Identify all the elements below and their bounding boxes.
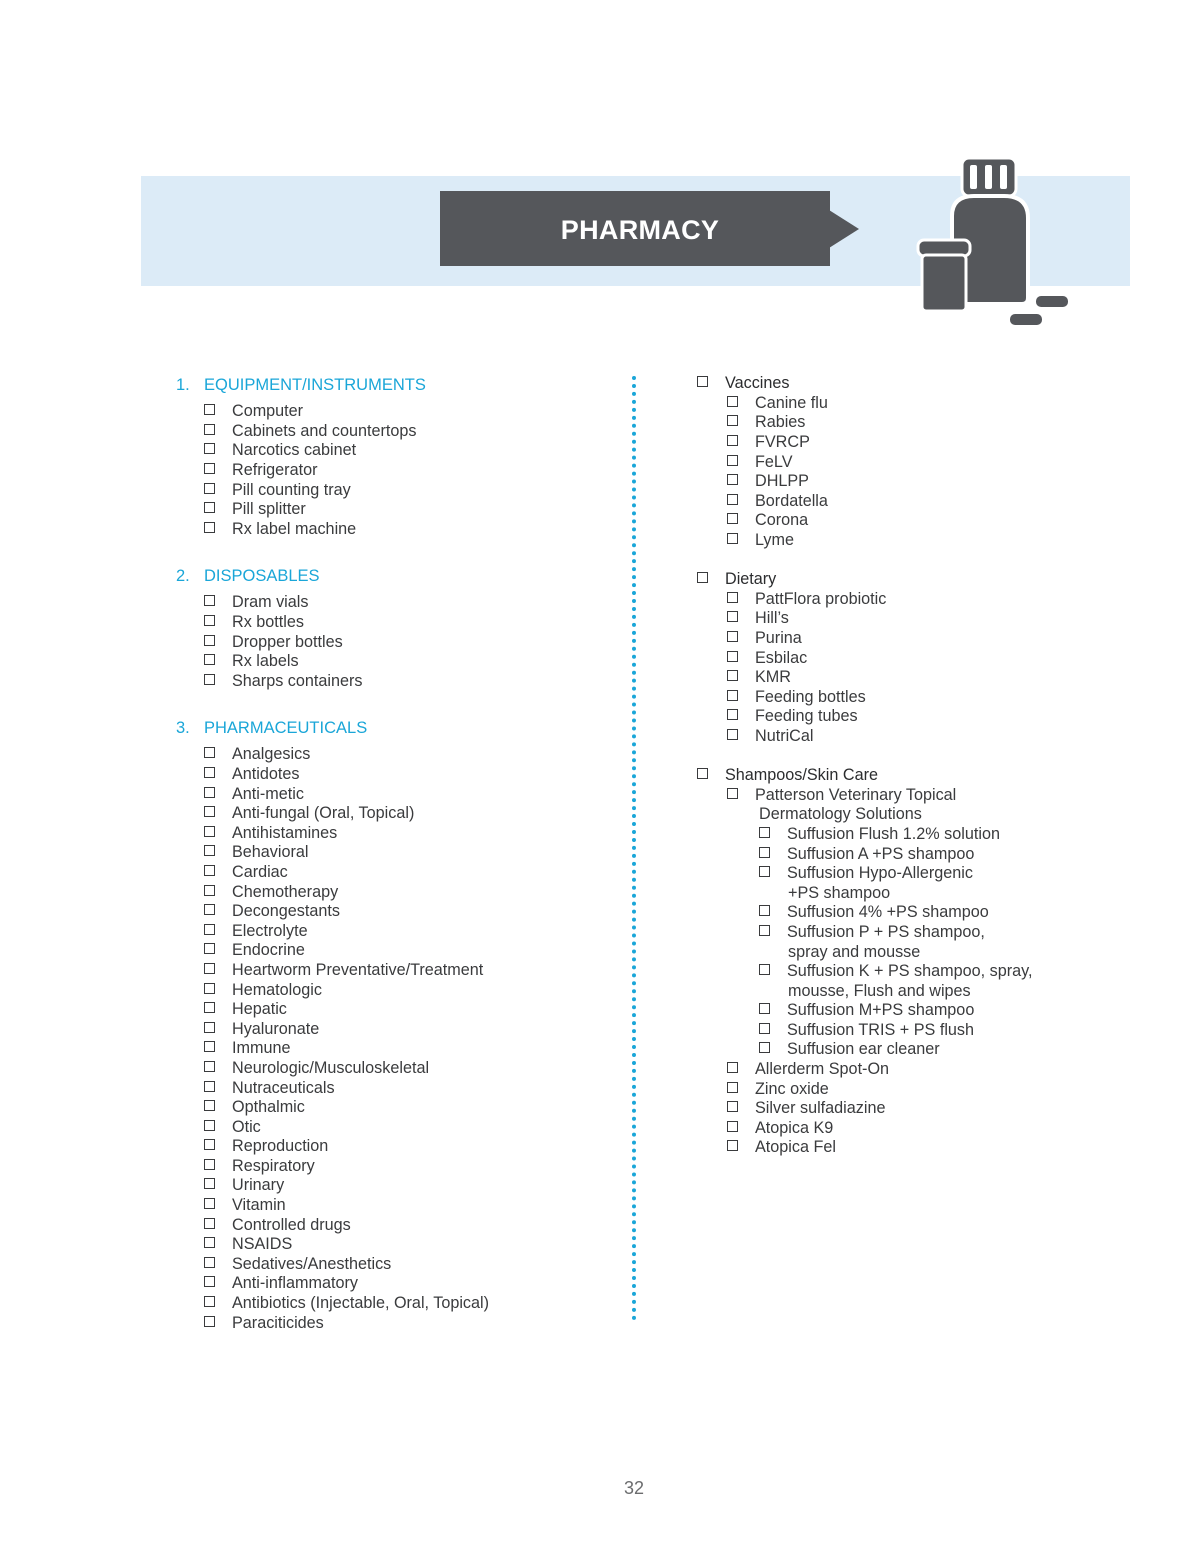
checkbox[interactable] bbox=[204, 654, 215, 665]
checklist-item bbox=[176, 784, 596, 804]
checklist-item bbox=[697, 413, 1127, 433]
item-label: Rabies bbox=[755, 413, 806, 432]
checkbox[interactable] bbox=[204, 1198, 215, 1209]
checkbox[interactable] bbox=[204, 1296, 215, 1307]
checkbox[interactable] bbox=[727, 435, 738, 446]
checkbox[interactable] bbox=[759, 866, 770, 877]
checklist-subitem bbox=[697, 923, 1127, 943]
item-label: NSAIDS bbox=[232, 1235, 293, 1254]
section-number: 3. bbox=[176, 718, 190, 737]
item-label: Suffusion TRIS + PS flush bbox=[787, 1020, 975, 1039]
checklist-item bbox=[176, 1157, 596, 1177]
checkbox[interactable] bbox=[204, 1100, 215, 1111]
item-label: Anti-inflammatory bbox=[232, 1274, 358, 1293]
item-label: Zinc oxide bbox=[755, 1079, 829, 1098]
item-label: Opthalmic bbox=[232, 1098, 305, 1117]
checklist-item bbox=[176, 824, 596, 844]
checklist-item bbox=[176, 863, 596, 883]
checkbox[interactable] bbox=[204, 404, 215, 415]
checkbox[interactable] bbox=[204, 767, 215, 778]
checkbox[interactable] bbox=[204, 1218, 215, 1229]
item-label-continued: +PS shampoo bbox=[788, 883, 891, 902]
item-label: Paraciticides bbox=[232, 1313, 324, 1332]
item-label: Allerderm Spot-On bbox=[755, 1060, 890, 1079]
item-label: Suffusion A +PS shampoo bbox=[787, 844, 975, 863]
checkbox[interactable] bbox=[204, 747, 215, 758]
checkbox[interactable] bbox=[727, 1082, 738, 1093]
checkbox[interactable] bbox=[204, 502, 215, 513]
checkbox[interactable] bbox=[727, 533, 738, 544]
checklist-item bbox=[697, 531, 1127, 551]
checklist-item bbox=[697, 668, 1127, 688]
checklist-item bbox=[176, 1255, 596, 1275]
checklist-subitem bbox=[697, 962, 1127, 982]
item-label: Silver sulfadiazine bbox=[755, 1099, 886, 1118]
item-label: Heartworm Preventative/Treatment bbox=[232, 960, 484, 979]
checklist-item bbox=[176, 961, 596, 981]
checklist-item bbox=[176, 1098, 596, 1118]
item-label: Chemotherapy bbox=[232, 882, 339, 901]
item-label: Purina bbox=[755, 629, 802, 648]
section-spacer bbox=[176, 539, 596, 565]
checkbox[interactable] bbox=[727, 396, 738, 407]
item-label: Hill’s bbox=[755, 609, 789, 628]
section-number: 2. bbox=[176, 566, 190, 585]
checklist-item bbox=[176, 882, 596, 902]
item-label: Analgesics bbox=[232, 745, 311, 764]
item-label: Decongestants bbox=[232, 902, 340, 921]
checklist-item bbox=[697, 609, 1127, 629]
item-label: Neurologic/Musculoskeletal bbox=[232, 1058, 430, 1077]
checklist-item bbox=[176, 632, 596, 652]
item-label: DHLPP bbox=[755, 472, 809, 491]
item-label: Endocrine bbox=[232, 941, 305, 960]
right-column bbox=[697, 374, 1127, 1158]
checkbox[interactable] bbox=[759, 1042, 770, 1053]
checklist-item bbox=[176, 593, 596, 613]
section-heading bbox=[176, 374, 596, 396]
item-label: Bordatella bbox=[755, 491, 828, 510]
checklist-item bbox=[176, 765, 596, 785]
checklist-subitem bbox=[697, 844, 1127, 864]
checkbox[interactable] bbox=[204, 1159, 215, 1170]
checkbox[interactable] bbox=[204, 904, 215, 915]
checkbox[interactable] bbox=[759, 964, 770, 975]
group-heading bbox=[697, 374, 1127, 394]
checklist-item bbox=[176, 941, 596, 961]
checklist-item bbox=[176, 921, 596, 941]
section-heading bbox=[176, 565, 596, 587]
checklist-item bbox=[697, 1119, 1127, 1139]
page-number: 32 bbox=[623, 1478, 645, 1498]
checklist-item bbox=[176, 1196, 596, 1216]
checkbox[interactable] bbox=[759, 905, 770, 916]
checkbox[interactable] bbox=[204, 443, 215, 454]
group-heading bbox=[697, 570, 1127, 590]
checkbox[interactable] bbox=[727, 1101, 738, 1112]
group-title: Dietary bbox=[725, 570, 777, 589]
checklist-item bbox=[697, 1060, 1127, 1080]
item-label: Feeding tubes bbox=[755, 707, 858, 726]
checkbox[interactable] bbox=[727, 455, 738, 466]
group-spacer bbox=[697, 550, 1127, 570]
checkbox[interactable] bbox=[204, 1041, 215, 1052]
checkbox[interactable] bbox=[204, 1257, 215, 1268]
item-label: Dropper bottles bbox=[232, 632, 343, 651]
checkbox[interactable] bbox=[727, 651, 738, 662]
checkbox[interactable] bbox=[204, 635, 215, 646]
checklist-item bbox=[697, 1099, 1127, 1119]
checklist-subitem bbox=[697, 1001, 1127, 1021]
checklist-subitem bbox=[697, 1021, 1127, 1041]
item-label: Respiratory bbox=[232, 1156, 315, 1175]
item-label: Behavioral bbox=[232, 843, 309, 862]
item-label: Hyaluronate bbox=[232, 1019, 320, 1038]
checkbox[interactable] bbox=[759, 847, 770, 858]
checklist-item bbox=[176, 1313, 596, 1333]
item-label: Lyme bbox=[755, 531, 794, 550]
checklist-item bbox=[176, 1176, 596, 1196]
checkbox[interactable] bbox=[727, 709, 738, 720]
group-heading bbox=[697, 766, 1127, 786]
checkbox[interactable] bbox=[204, 845, 215, 856]
checkbox[interactable] bbox=[204, 615, 215, 626]
checkbox[interactable] bbox=[204, 1061, 215, 1072]
item-label-continued: Dermatology Solutions bbox=[759, 805, 922, 824]
item-label-continued: spray and mousse bbox=[788, 942, 921, 961]
checklist-item bbox=[176, 1274, 596, 1294]
checkbox[interactable] bbox=[759, 827, 770, 838]
item-label: Suffusion ear cleaner bbox=[787, 1040, 940, 1059]
checkbox[interactable] bbox=[727, 1140, 738, 1151]
checklist-item bbox=[697, 433, 1127, 453]
checkbox[interactable] bbox=[727, 729, 738, 740]
checklist-item bbox=[697, 648, 1127, 668]
item-label: Antihistamines bbox=[232, 823, 338, 842]
checkbox[interactable] bbox=[727, 415, 738, 426]
item-label: Immune bbox=[232, 1039, 291, 1058]
item-label: Esbilac bbox=[755, 648, 808, 667]
checklist-item bbox=[697, 629, 1127, 649]
checklist-item bbox=[697, 785, 1127, 805]
item-label: Suffusion Hypo-Allergenic bbox=[787, 864, 973, 883]
page-title: PHARMACY bbox=[560, 215, 720, 245]
checkbox[interactable] bbox=[727, 1121, 738, 1132]
checkbox[interactable] bbox=[204, 943, 215, 954]
checkbox[interactable] bbox=[727, 670, 738, 681]
item-label: Anti-metic bbox=[232, 784, 304, 803]
item-label: NutriCal bbox=[755, 726, 814, 745]
item-label: Pill splitter bbox=[232, 500, 306, 519]
checkbox[interactable] bbox=[697, 572, 708, 583]
checklist-item bbox=[697, 688, 1127, 708]
group-spacer bbox=[697, 746, 1127, 766]
checkbox[interactable] bbox=[727, 631, 738, 642]
checkbox[interactable] bbox=[204, 1081, 215, 1092]
item-label: Cabinets and countertops bbox=[232, 421, 417, 440]
medicine-bottles-icon bbox=[912, 156, 1072, 328]
left-column bbox=[176, 374, 596, 1333]
checkbox[interactable] bbox=[204, 1139, 215, 1150]
checkbox[interactable] bbox=[204, 674, 215, 685]
item-label: Atopica Fel bbox=[755, 1138, 836, 1157]
checkbox[interactable] bbox=[204, 885, 215, 896]
section-title: PHARMACEUTICALS bbox=[204, 718, 368, 737]
checkbox[interactable] bbox=[204, 1178, 215, 1189]
checklist-item bbox=[697, 1079, 1127, 1099]
item-label: Suffusion P + PS shampoo, bbox=[787, 922, 985, 941]
checkbox[interactable] bbox=[727, 1062, 738, 1073]
item-label: KMR bbox=[755, 668, 791, 687]
checklist-item bbox=[697, 452, 1127, 472]
checklist-item bbox=[176, 745, 596, 765]
checklist-item bbox=[697, 727, 1127, 747]
item-label: Computer bbox=[232, 402, 304, 421]
item-label: Sharps containers bbox=[232, 671, 363, 690]
checkbox[interactable] bbox=[727, 788, 738, 799]
checklist-subitem bbox=[697, 825, 1127, 845]
checklist-item bbox=[176, 902, 596, 922]
item-label: Electrolyte bbox=[232, 921, 308, 940]
item-label: Dram vials bbox=[232, 593, 309, 612]
checklist-item bbox=[176, 1215, 596, 1235]
item-label: Canine flu bbox=[755, 393, 828, 412]
group-title: Shampoos/Skin Care bbox=[725, 766, 878, 785]
checklist-item bbox=[697, 707, 1127, 727]
item-label: Feeding bottles bbox=[755, 687, 866, 706]
item-label: Antidotes bbox=[232, 765, 300, 784]
checklist-item bbox=[176, 1235, 596, 1255]
checklist-subitem bbox=[697, 1040, 1127, 1060]
checklist-item bbox=[176, 402, 596, 422]
checkbox[interactable] bbox=[204, 963, 215, 974]
item-label: Sedatives/Anesthetics bbox=[232, 1254, 392, 1273]
item-label: Rx label machine bbox=[232, 519, 357, 538]
checklist-item bbox=[176, 461, 596, 481]
checklist-item bbox=[176, 672, 596, 692]
checklist-item bbox=[176, 1078, 596, 1098]
checkbox[interactable] bbox=[204, 463, 215, 474]
item-label: Suffusion M+PS shampoo bbox=[787, 1001, 975, 1020]
item-label: Anti-fungal (Oral, Topical) bbox=[232, 804, 415, 823]
checkbox[interactable] bbox=[727, 611, 738, 622]
checklist-item bbox=[176, 441, 596, 461]
checklist-item bbox=[176, 843, 596, 863]
item-label: Reproduction bbox=[232, 1137, 329, 1156]
item-label: PattFlora probiotic bbox=[755, 589, 887, 608]
checklist-subitem bbox=[697, 864, 1127, 884]
checkbox[interactable] bbox=[727, 690, 738, 701]
item-label: Hematologic bbox=[232, 980, 322, 999]
checkbox[interactable] bbox=[727, 474, 738, 485]
section-title: EQUIPMENT/INSTRUMENTS bbox=[204, 375, 426, 394]
checklist-item bbox=[697, 1138, 1127, 1158]
checkbox[interactable] bbox=[727, 513, 738, 524]
checkbox[interactable] bbox=[204, 595, 215, 606]
item-label: Nutraceuticals bbox=[232, 1078, 335, 1097]
item-label: Otic bbox=[232, 1117, 261, 1136]
checklist-item bbox=[697, 394, 1127, 414]
item-label: Corona bbox=[755, 511, 809, 530]
checkbox[interactable] bbox=[204, 1022, 215, 1033]
checklist-item bbox=[176, 422, 596, 442]
item-label: Patterson Veterinary Topical bbox=[755, 785, 957, 804]
checkbox[interactable] bbox=[204, 983, 215, 994]
checkbox[interactable] bbox=[727, 592, 738, 603]
checklist-item bbox=[697, 492, 1127, 512]
checkbox[interactable] bbox=[204, 1002, 215, 1013]
checklist-item bbox=[176, 652, 596, 672]
column-divider bbox=[632, 376, 636, 1321]
item-label: Hepatic bbox=[232, 1000, 287, 1019]
checkbox[interactable] bbox=[204, 826, 215, 837]
checkbox[interactable] bbox=[727, 494, 738, 505]
checklist-item bbox=[176, 520, 596, 540]
checkbox[interactable] bbox=[759, 1023, 770, 1034]
checkbox[interactable] bbox=[204, 522, 215, 533]
item-label: FeLV bbox=[755, 452, 793, 471]
checklist-item bbox=[176, 500, 596, 520]
section-spacer bbox=[176, 691, 596, 717]
checklist-item bbox=[176, 1294, 596, 1314]
checklist-item bbox=[176, 1000, 596, 1020]
checkbox[interactable] bbox=[204, 483, 215, 494]
checkbox[interactable] bbox=[759, 1003, 770, 1014]
item-label: FVRCP bbox=[755, 433, 810, 452]
item-label: Rx bottles bbox=[232, 613, 304, 632]
item-label: Antibiotics (Injectable, Oral, Topical) bbox=[232, 1294, 490, 1313]
item-label: Urinary bbox=[232, 1176, 285, 1195]
checklist-item bbox=[697, 511, 1127, 531]
checkbox[interactable] bbox=[697, 376, 708, 387]
checkbox[interactable] bbox=[204, 865, 215, 876]
checklist-item bbox=[176, 1059, 596, 1079]
checklist-subitem bbox=[697, 903, 1127, 923]
checklist-item bbox=[697, 472, 1127, 492]
checkbox[interactable] bbox=[204, 1316, 215, 1327]
checkbox[interactable] bbox=[697, 768, 708, 779]
checklist-item bbox=[176, 1019, 596, 1039]
checkbox[interactable] bbox=[204, 1120, 215, 1131]
item-label: Atopica K9 bbox=[755, 1118, 834, 1137]
checkbox[interactable] bbox=[204, 1276, 215, 1287]
item-label: Narcotics cabinet bbox=[232, 441, 357, 460]
checkbox[interactable] bbox=[204, 1237, 215, 1248]
item-label: Refrigerator bbox=[232, 461, 318, 480]
item-label: Rx labels bbox=[232, 652, 299, 671]
group-title: Vaccines bbox=[725, 374, 790, 393]
item-label: Suffusion Flush 1.2% solution bbox=[787, 824, 1000, 843]
checkbox[interactable] bbox=[759, 925, 770, 936]
checklist-item bbox=[176, 1117, 596, 1137]
item-label: Pill counting tray bbox=[232, 480, 351, 499]
checklist-item bbox=[176, 613, 596, 633]
checklist-item bbox=[697, 590, 1127, 610]
checkbox[interactable] bbox=[204, 806, 215, 817]
item-label: Cardiac bbox=[232, 862, 288, 881]
item-label: Suffusion K + PS shampoo, spray, bbox=[787, 962, 1033, 981]
item-label-continued: mousse, Flush and wipes bbox=[788, 981, 971, 1000]
checklist-item bbox=[176, 480, 596, 500]
checklist-item bbox=[176, 804, 596, 824]
section-heading bbox=[176, 717, 596, 739]
item-label: Suffusion 4% +PS shampoo bbox=[787, 903, 989, 922]
section-number: 1. bbox=[176, 375, 190, 394]
checklist-item bbox=[176, 980, 596, 1000]
item-label: Controlled drugs bbox=[232, 1215, 351, 1234]
checkbox[interactable] bbox=[204, 424, 215, 435]
section-title: DISPOSABLES bbox=[204, 566, 320, 585]
checklist-item bbox=[176, 1137, 596, 1157]
checklist-item bbox=[176, 1039, 596, 1059]
checkbox[interactable] bbox=[204, 924, 215, 935]
checkbox[interactable] bbox=[204, 787, 215, 798]
item-label: Vitamin bbox=[232, 1196, 286, 1215]
